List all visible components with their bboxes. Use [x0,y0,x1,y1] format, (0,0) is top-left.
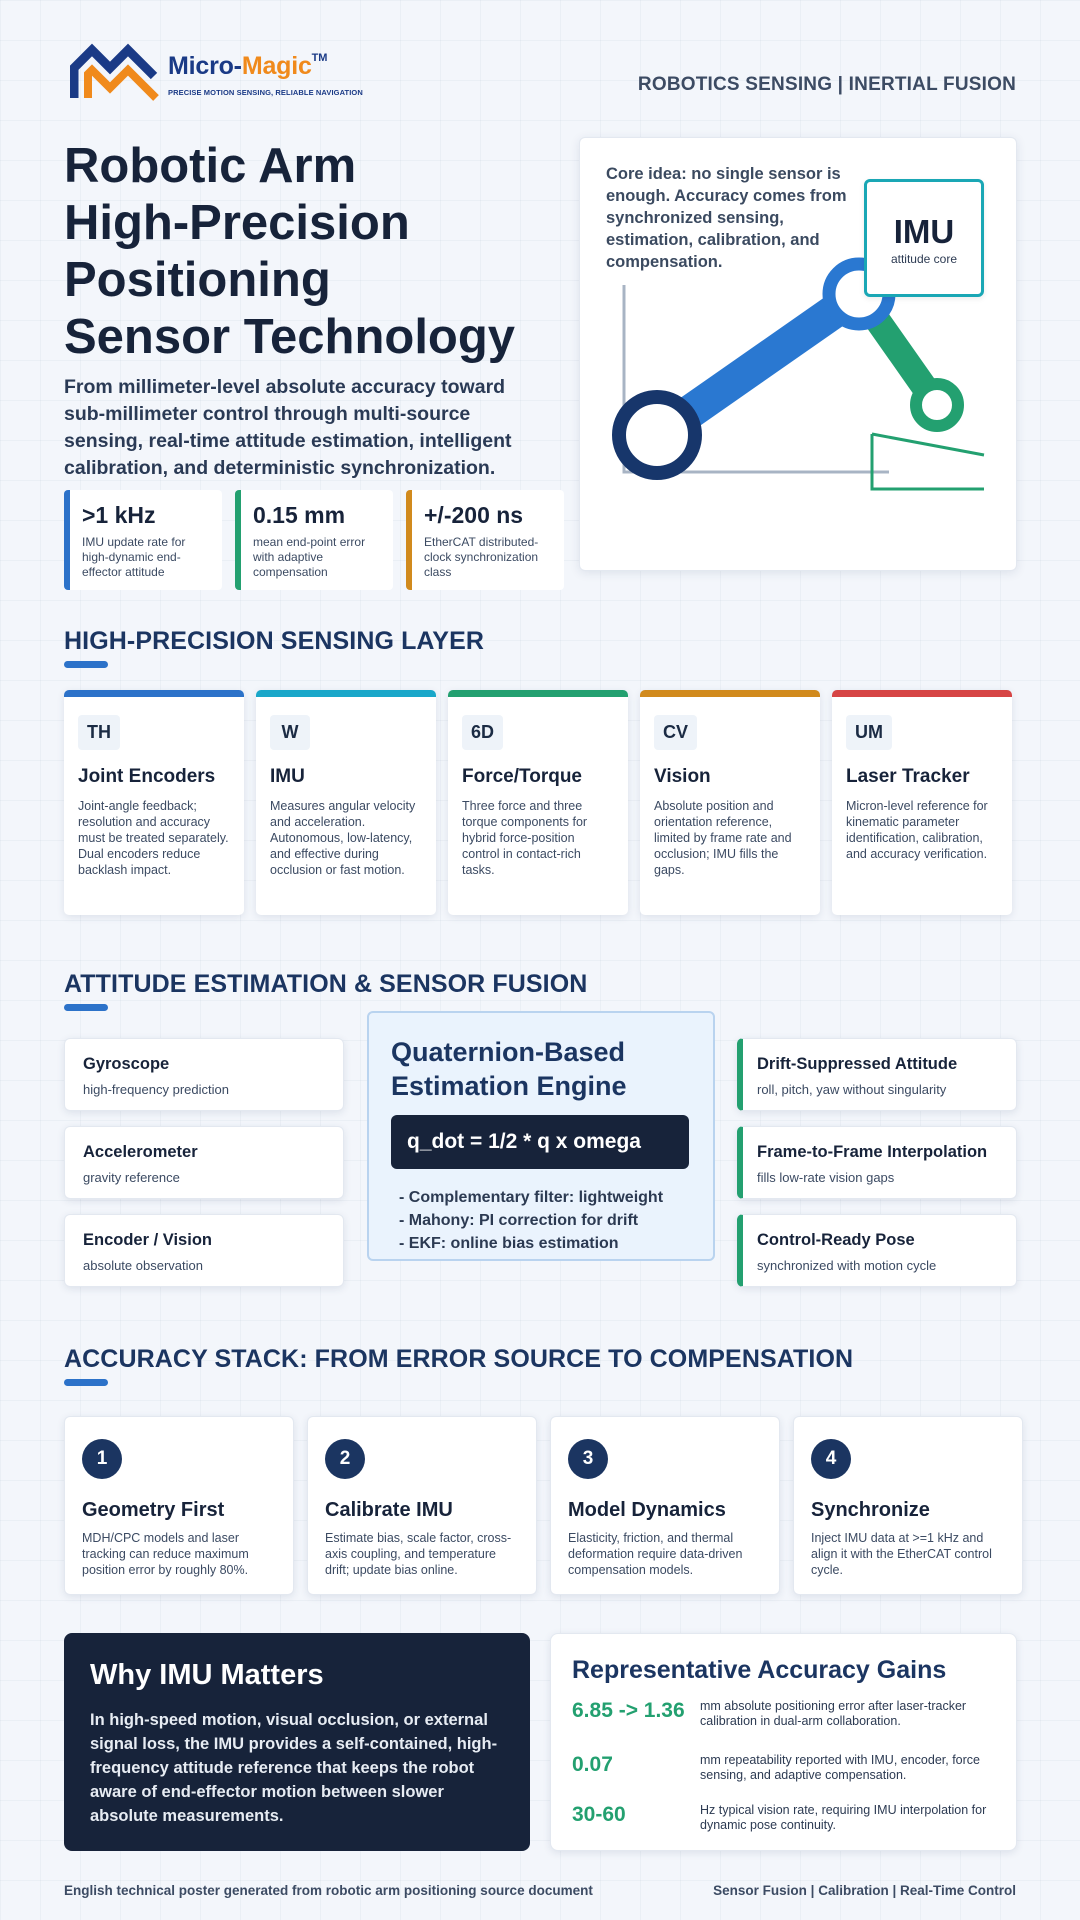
sensor-code: W [270,715,310,750]
fusion-input-sub: high-frequency prediction [83,1082,229,1097]
sensor-card-vision [640,690,820,915]
stat-value: +/-200 ns [424,502,524,528]
fusion-output-title: Control-Ready Pose [757,1231,915,1249]
fusion-input-title: Gyroscope [83,1055,170,1073]
section-sensing-title: HIGH-PRECISION SENSING LAYER [64,627,484,655]
footer-left: English technical poster generated from robotic arm positioning source document [64,1883,593,1898]
sensor-title: Force/Torque [462,766,582,787]
fusion-input-title: Accelerometer [83,1143,198,1161]
sensor-desc: Joint-angle feedback; resolution and accuracy must be treated separately. Dual encoders reduce backlash impact. [78,799,229,877]
brand-name: Micro-Magic™ [168,52,328,80]
why-body: In high-speed motion, visual occlusion, or external signal loss, the IMU provides a self-contained, high-frequency attitude reference that keeps the robot aware of end-effector motion between slower absolute measurements. [90,1711,498,1825]
fusion-input-sub: gravity reference [83,1170,180,1185]
fusion-output-interpolation [737,1126,1017,1199]
gain-desc: mm absolute positioning error after laser-tracker calibration in dual-arm collaboration. [700,1699,967,1728]
stack-step-title: Calibrate IMU [325,1499,453,1521]
fusion-input-accelerometer [64,1126,344,1199]
why-imu-panel [64,1633,530,1851]
gain-value: 30-60 [572,1803,626,1826]
imu-subtitle: attitude core [890,252,958,266]
sensor-desc: Measures angular velocity and acceleration. Autonomous, low-latency, and effective during occlusion or fast motion. [270,799,416,877]
engine-method-item: - Mahony: PI correction for drift [399,1212,639,1229]
sensor-card-force-torque [448,690,628,915]
section-stack-title: ACCURACY STACK: FROM ERROR SOURCE TO COMPENSATION [64,1345,854,1373]
engine-methods [399,1186,663,1255]
core-idea-text: Core idea: no single sensor is enough. Accuracy comes from synchronized sensing, estimation, calibration, and compensation. [606,165,847,271]
gains-title: Representative Accuracy Gains [572,1656,947,1684]
stat-sync [406,490,564,590]
why-title: Why IMU Matters [90,1659,324,1691]
sensor-desc: Three force and three torque components for hybrid force-position control in contact-rich tasks. [462,799,588,877]
sensor-card-imu [256,690,436,915]
gain-value: 6.85 -> 1.36 [572,1699,685,1722]
fusion-input-title: Encoder / Vision [83,1231,212,1249]
sensor-code: TH [78,715,120,750]
stack-step-desc: Estimate bias, scale factor, cross-axis coupling, and temperature drift; update bias online. [325,1531,512,1577]
sensor-code: CV [654,715,697,750]
sensor-code: UM [846,715,892,750]
sensor-code: 6D [462,715,503,750]
fusion-output-sub: fills low-rate vision gaps [757,1170,895,1185]
stack-card-synchronize [793,1416,1023,1595]
stack-step-title: Geometry First [82,1499,225,1521]
page-title: Robotic Arm High-Precision Positioning Sensor Technology [64,139,516,364]
gain-desc: mm repeatability reported with IMU, encoder, force sensing, and adaptive compensation. [700,1753,980,1782]
engine-title: Quaternion-Based Estimation Engine [391,1037,627,1101]
stat-desc: mean end-point error with adaptive compensation [253,535,366,579]
section-accent-bar [64,661,108,668]
stack-step-desc: Elasticity, friction, and thermal deformation require data-driven compensation models. [568,1531,743,1577]
logo-mark-icon [70,42,162,102]
sensor-title: IMU [270,766,305,787]
stack-step-number: 4 [811,1439,851,1479]
fusion-output-attitude [737,1038,1017,1111]
stack-step-desc: Inject IMU data at >=1 kHz and align it with the EtherCAT control cycle. [811,1531,992,1577]
engine-method-item: - Complementary filter: lightweight [399,1189,664,1206]
stat-desc: IMU update rate for high-dynamic end-effector attitude [82,535,186,579]
stack-step-number: 3 [568,1439,608,1479]
fusion-output-sub: synchronized with motion cycle [757,1258,937,1273]
fusion-input-sub: absolute observation [83,1258,203,1273]
sensor-title: Joint Encoders [78,766,216,787]
stat-value: 0.15 mm [253,502,346,528]
gain-desc: Hz typical vision rate, requiring IMU interpolation for dynamic pose continuity. [700,1803,987,1832]
stack-step-number: 1 [82,1439,122,1479]
imu-badge [864,179,984,297]
stat-imu-rate [64,490,222,590]
section-accent-bar [64,1004,108,1011]
section-fusion-title: ATTITUDE ESTIMATION & SENSOR FUSION [64,970,588,998]
gain-value: 0.07 [572,1753,613,1776]
sensor-title: Laser Tracker [846,766,970,787]
fusion-output-title: Frame-to-Frame Interpolation [757,1143,988,1161]
stat-value: >1 kHz [82,502,156,528]
stat-desc: EtherCAT distributed-clock synchronization class [424,535,539,579]
stack-card-dynamics [550,1416,780,1595]
imu-title: IMU [893,213,955,250]
stack-step-number: 2 [325,1439,365,1479]
stack-step-title: Synchronize [811,1499,930,1521]
footer-right: Sensor Fusion | Calibration | Real-Time Control [713,1883,1016,1898]
stack-card-geometry [64,1416,294,1595]
sensor-desc: Micron-level reference for kinematic parameter identification, calibration, and accuracy verification. [846,799,988,861]
engine-method-item: - EKF: online bias estimation [399,1235,619,1252]
fusion-output-sub: roll, pitch, yaw without singularity [757,1082,947,1097]
engine-formula: q_dot = 1/2 * q x omega [391,1115,689,1169]
sensor-title: Vision [654,766,711,787]
stat-endpoint-error [235,490,393,590]
brand-logo [70,42,370,110]
sensor-card-laser-tracker [832,690,1012,915]
fusion-input-gyroscope [64,1038,344,1111]
fusion-input-encoder-vision [64,1214,344,1287]
fusion-output-control-pose [737,1214,1017,1287]
stack-step-desc: MDH/CPC models and laser tracking can reduce maximum position error by roughly 80%. [82,1531,249,1577]
section-accent-bar [64,1379,108,1386]
sensor-desc: Absolute position and orientation reference, limited by frame rate and occlusion; IMU fills the gaps. [654,799,792,877]
fusion-output-title: Drift-Suppressed Attitude [757,1055,958,1073]
stack-step-title: Model Dynamics [568,1499,726,1521]
stack-card-calibrate [307,1416,537,1595]
page-subtitle: From millimeter-level absolute accuracy toward sub-millimeter control through multi-source sensing, real-time attitude estimation, intelligent calibration, and deterministic synchronization. [64,376,512,479]
header-tag: ROBOTICS SENSING | INERTIAL FUSION [637,74,1016,95]
brand-tagline: PRECISE MOTION SENSING, RELIABLE NAVIGATION [168,88,363,97]
sensor-card-encoders [64,690,244,915]
